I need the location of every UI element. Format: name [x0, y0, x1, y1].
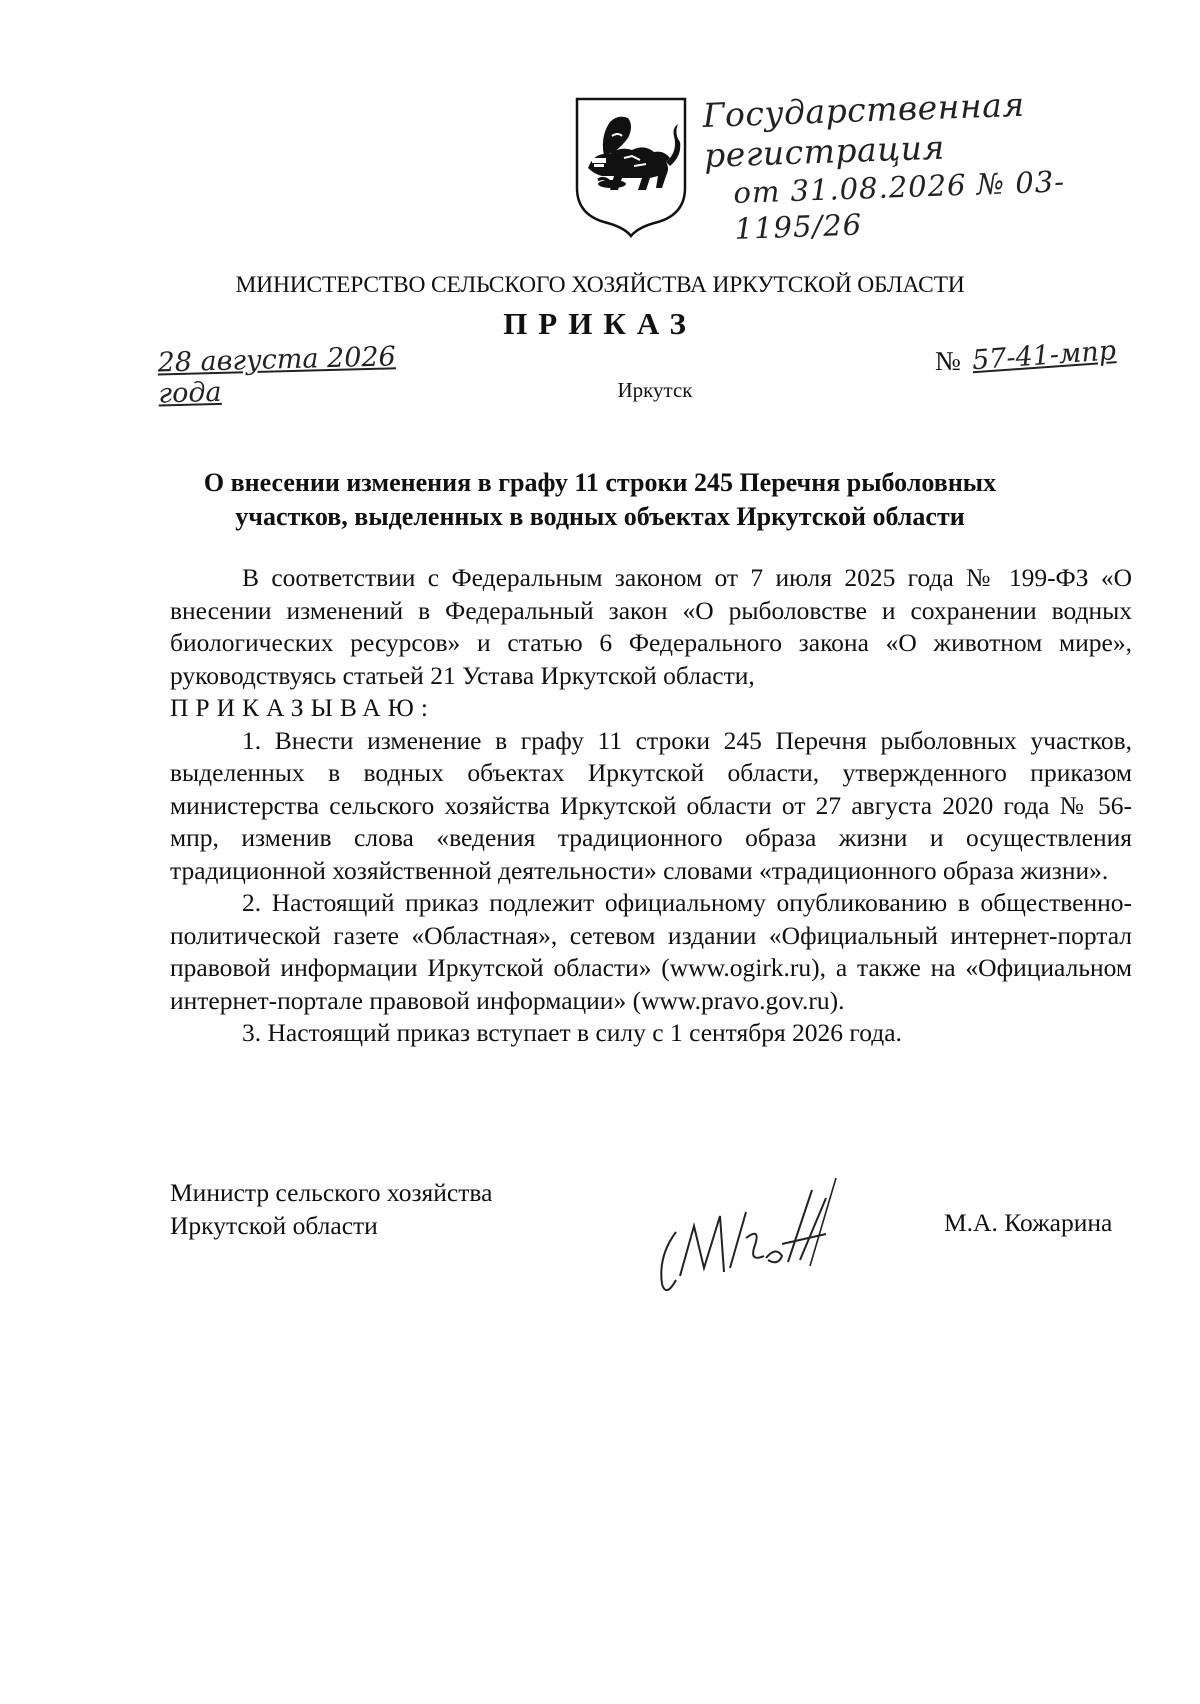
order-item-1: 1. Внести изменение в графу 11 строки 245 Перечня рыболовных участков, выделенных в водных объектах Иркутской области, утвержденного приказом министерства сельского хозяйства Иркутской области от 27 августа 2020 года № 56-мпр, изменив слова «ведения традиционного образа жизни и осуществления традиционной хозяйственной деятельности» словами «традиционного образа жизни».: [170, 725, 1132, 885]
registration-note: [702, 81, 1127, 248]
signer-position-line1: Министр сельского хозяйства: [170, 1178, 493, 1207]
city-wrapper: [0, 378, 1200, 403]
preamble-paragraph: В соответствии с Федеральным законом от 7 июля 2025 года № 199-ФЗ «О внесении изменений в Федеральный закон «О рыболовстве и сохранении водных биологических ресурсов» и статью 6 Федерального закона «О животном мире», руководствуясь статьей 21 Устава Иркутской области,: [170, 563, 1132, 690]
order-word: ПРИКАЗЫВАЮ:: [170, 693, 435, 722]
handwritten-signature-icon: [650, 1176, 860, 1304]
signer-name: М.А. Кожарина: [944, 1208, 1113, 1237]
document-date: 28 августа 2026 года: [157, 341, 397, 410]
order-item-2: 2. Настоящий приказ подлежит официальному опубликованию в общественно-политической газете «Областная», сетевом издании «Официальный интернет-портал правовой информации Иркутской области» (www.ogirk.ru), а также на «Официальном интернет-портале правовой информации» (www.pravo.gov.ru).: [170, 888, 1132, 1015]
document-body: [170, 562, 1132, 1050]
document-type: ПРИКАЗ: [503, 306, 697, 341]
registration-note-line1: Государственная регистрация: [702, 84, 1026, 175]
irkutsk-coat-of-arms-icon: [574, 96, 688, 238]
document-title-line1: О внесении изменения в графу 11 строки 245 Перечня рыболовных: [203, 468, 997, 497]
document-number: 57-41-мпр: [971, 335, 1117, 377]
signer-position-line2: Иркутской области: [170, 1211, 378, 1240]
signer-position: [170, 1176, 492, 1242]
city: Иркутск: [617, 378, 693, 402]
document-title: [180, 466, 1020, 534]
ministry-name: МИНИСТЕРСТВО СЕЛЬСКОГО ХОЗЯЙСТВА ИРКУТСКОЙ ОБЛАСТИ: [235, 272, 965, 298]
document-title-line2: участков, выделенных в водных объектах Иркутской области: [235, 502, 965, 531]
order-item-3: 3. Настоящий приказ вступает в силу с 1 сентября 2026 года.: [242, 1018, 902, 1047]
document-number-label: №: [935, 346, 961, 376]
registration-note-line2: от 31.08.2026 № 03-1195/26: [732, 164, 1066, 246]
